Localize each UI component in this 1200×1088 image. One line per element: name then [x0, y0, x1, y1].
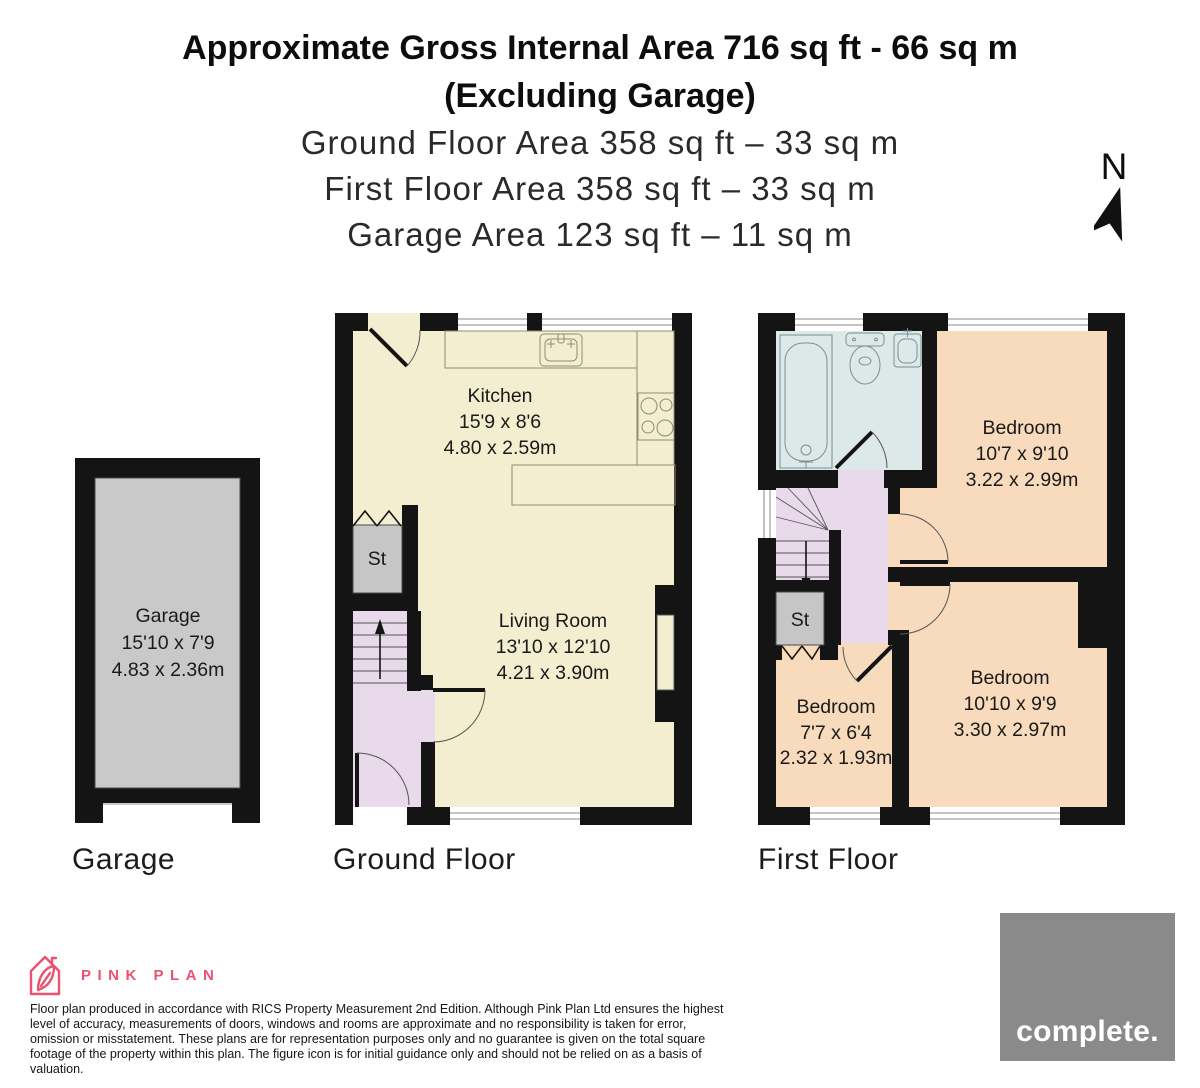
landing-floor — [841, 488, 888, 643]
disclaimer-text: Floor plan produced in accordance with RICS Property Measurement 2nd Edition. Although Pink Plan Ltd ensures the highest level of accuracy, measurements of doors, windows and rooms are approximate and no responsibility is taken for error, omission or misstatement. These plans are for representation purposes only and no guarantee is given on the total square footage of the property within this plan. The figure icon is for initial guidance only and should not be relied on as a basis of valuation. — [30, 1002, 724, 1076]
svg-text:3.30 x 2.97m: 3.30 x 2.97m — [953, 719, 1067, 741]
page-subtitle-excluding: (Excluding Garage) — [444, 77, 756, 115]
svg-text:15'9 x 8'6: 15'9 x 8'6 — [458, 411, 542, 433]
svg-text:13'10 x 12'10: 13'10 x 12'10 — [495, 636, 611, 658]
ground-floor-plan — [335, 313, 692, 825]
svg-text:7'7 x 6'4: 7'7 x 6'4 — [800, 722, 872, 744]
first-floor-plan — [758, 313, 1125, 825]
bedroom3-window — [810, 807, 880, 825]
first-floor-area-line: First Floor Area 358 sq ft – 33 sq m — [324, 170, 876, 207]
bedroom2-window — [930, 807, 1060, 825]
pink-plan-house-icon — [27, 952, 63, 998]
header — [0, 24, 1200, 258]
svg-text:4.80 x 2.59m: 4.80 x 2.59m — [443, 437, 557, 459]
page-title: Approximate Gross Internal Area 716 sq ft - 66 sq m — [182, 29, 1018, 67]
first-floor-caption: First Floor — [758, 843, 899, 876]
ground-floor-area-line: Ground Floor Area 358 sq ft – 33 sq m — [300, 124, 900, 161]
compass-north-label: N — [1100, 146, 1128, 187]
svg-text:Bedroom: Bedroom — [982, 417, 1062, 439]
chimney-breast — [655, 585, 692, 722]
svg-text:10'7 x 9'10: 10'7 x 9'10 — [975, 443, 1069, 465]
chimney-breast — [1078, 582, 1107, 648]
svg-text:4.21 x 3.90m: 4.21 x 3.90m — [496, 662, 610, 684]
living-room-window — [450, 807, 580, 825]
garage-area-line: Garage Area 123 sq ft – 11 sq m — [347, 216, 853, 253]
bedroom1-window — [948, 313, 1088, 331]
landing-window — [758, 490, 776, 538]
bathroom-window — [795, 313, 863, 331]
brand-name: PINK PLAN — [81, 966, 221, 984]
svg-text:10'10 x 9'9: 10'10 x 9'9 — [963, 693, 1057, 715]
agency-logo — [1000, 913, 1175, 1061]
store-label: St — [367, 548, 387, 570]
front-door-opening — [353, 807, 407, 825]
svg-text:Living Room: Living Room — [498, 610, 608, 632]
compass — [1082, 148, 1146, 247]
store-label: St — [790, 609, 810, 631]
ground-floor-caption: Ground Floor — [333, 843, 516, 876]
kitchen-window — [458, 313, 527, 331]
pink-plan-logo — [27, 952, 220, 998]
kitchen-window — [542, 313, 672, 331]
svg-text:2.32 x 1.93m: 2.32 x 1.93m — [779, 747, 893, 769]
garage-caption: Garage — [72, 843, 176, 876]
living-room-label — [496, 610, 611, 684]
svg-text:Bedroom: Bedroom — [970, 667, 1050, 689]
agency-logo-text: complete. — [1016, 1015, 1159, 1048]
stairs-up-icon — [353, 611, 407, 691]
garage-plan — [75, 458, 260, 823]
bedroom1-label — [966, 417, 1079, 491]
svg-text:4.83 x 2.36m: 4.83 x 2.36m — [111, 659, 225, 681]
north-arrow-icon — [1094, 186, 1134, 242]
bathroom-floor — [776, 331, 922, 470]
svg-text:Kitchen: Kitchen — [467, 385, 533, 407]
svg-text:Bedroom: Bedroom — [796, 696, 876, 718]
svg-text:15'10 x 7'9: 15'10 x 7'9 — [121, 632, 215, 654]
svg-text:3.22 x 2.99m: 3.22 x 2.99m — [965, 469, 1079, 491]
bedroom2-label — [954, 667, 1067, 741]
svg-text:Garage: Garage — [135, 605, 201, 627]
garage-door-opening — [103, 803, 232, 823]
